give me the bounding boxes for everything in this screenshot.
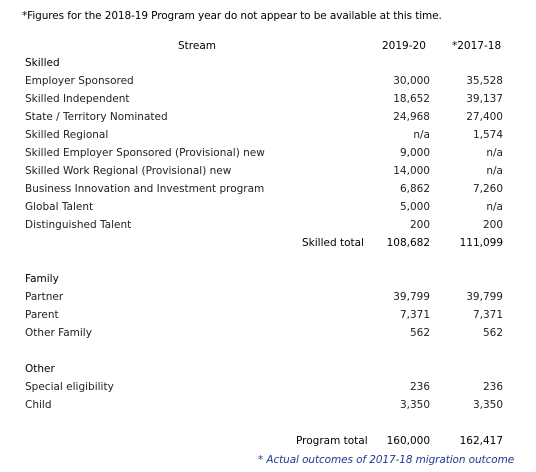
table-row-label: Global Talent bbox=[25, 201, 94, 213]
table-cell-2017-18: 1,574 bbox=[472, 129, 503, 141]
table-cell-2019-20: 30,000 bbox=[393, 75, 430, 87]
footnote: * Actual outcomes of 2017-18 migration outcome bbox=[258, 454, 515, 466]
table-row-label: Other Family bbox=[25, 327, 92, 339]
program-total-2017-18: 162,417 bbox=[459, 435, 503, 447]
table-cell-2019-20: 18,652 bbox=[393, 93, 430, 105]
table-row-label: Special eligibility bbox=[25, 381, 114, 393]
table-row-label: Employer Sponsored bbox=[25, 75, 134, 87]
table-cell-2019-20: n/a bbox=[413, 129, 430, 141]
table-row-label: Distinguished Talent bbox=[25, 219, 132, 231]
table-cell-2017-18: 236 bbox=[482, 381, 503, 393]
table-row-label: Skilled Employer Sponsored (Provisional) new bbox=[25, 147, 265, 159]
program-total-2019-20: 160,000 bbox=[386, 435, 430, 447]
availability-note: *Figures for the 2018-19 Program year do not appear to be available at this time. bbox=[22, 10, 442, 22]
section-title-other: Other bbox=[25, 363, 55, 375]
header-stream: Stream bbox=[178, 40, 216, 52]
table-cell-2017-18: 3,350 bbox=[472, 399, 503, 411]
skilled-total-2017-18: 111,099 bbox=[459, 237, 503, 249]
table-cell-2017-18: 39,137 bbox=[466, 93, 503, 105]
table-cell-2017-18: 39,799 bbox=[466, 291, 503, 303]
table-cell-2019-20: 39,799 bbox=[393, 291, 430, 303]
table-cell-2019-20: 3,350 bbox=[399, 399, 430, 411]
table-cell-2019-20: 6,862 bbox=[399, 183, 430, 195]
table-cell-2019-20: 24,968 bbox=[393, 111, 430, 123]
section-title-skilled: Skilled bbox=[25, 57, 60, 69]
table-row-label: Partner bbox=[25, 291, 64, 303]
table-cell-2019-20: 7,371 bbox=[399, 309, 430, 321]
table-row-label: Skilled Regional bbox=[25, 129, 109, 141]
table-cell-2017-18: n/a bbox=[486, 147, 503, 159]
header-2019-20: 2019-20 bbox=[382, 40, 426, 52]
table-cell-2019-20: 236 bbox=[409, 381, 430, 393]
table-cell-2017-18: n/a bbox=[486, 165, 503, 177]
table-cell-2019-20: 5,000 bbox=[399, 201, 430, 213]
table-cell-2019-20: 9,000 bbox=[399, 147, 430, 159]
table-row-label: Business Innovation and Investment program bbox=[25, 183, 265, 195]
section-title-family: Family bbox=[25, 273, 59, 285]
header-2017-18: *2017-18 bbox=[452, 40, 502, 52]
program-total-label: Program total bbox=[296, 435, 368, 447]
table-cell-2019-20: 562 bbox=[409, 327, 430, 339]
skilled-total-label: Skilled total bbox=[302, 237, 364, 249]
table-row-label: Skilled Work Regional (Provisional) new bbox=[25, 165, 232, 177]
table-cell-2017-18: 27,400 bbox=[466, 111, 503, 123]
table-cell-2017-18: 200 bbox=[482, 219, 503, 231]
table-row-label: Parent bbox=[25, 309, 59, 321]
table-row-label: State / Territory Nominated bbox=[25, 111, 168, 123]
table-cell-2017-18: 7,371 bbox=[472, 309, 503, 321]
table-cell-2017-18: 7,260 bbox=[472, 183, 503, 195]
table-cell-2017-18: n/a bbox=[486, 201, 503, 213]
table-cell-2019-20: 200 bbox=[409, 219, 430, 231]
skilled-total-2019-20: 108,682 bbox=[386, 237, 430, 249]
table-cell-2017-18: 562 bbox=[482, 327, 503, 339]
table-cell-2019-20: 14,000 bbox=[393, 165, 430, 177]
table-row-label: Child bbox=[25, 399, 52, 411]
table-row-label: Skilled Independent bbox=[25, 93, 130, 105]
table-cell-2017-18: 35,528 bbox=[466, 75, 503, 87]
